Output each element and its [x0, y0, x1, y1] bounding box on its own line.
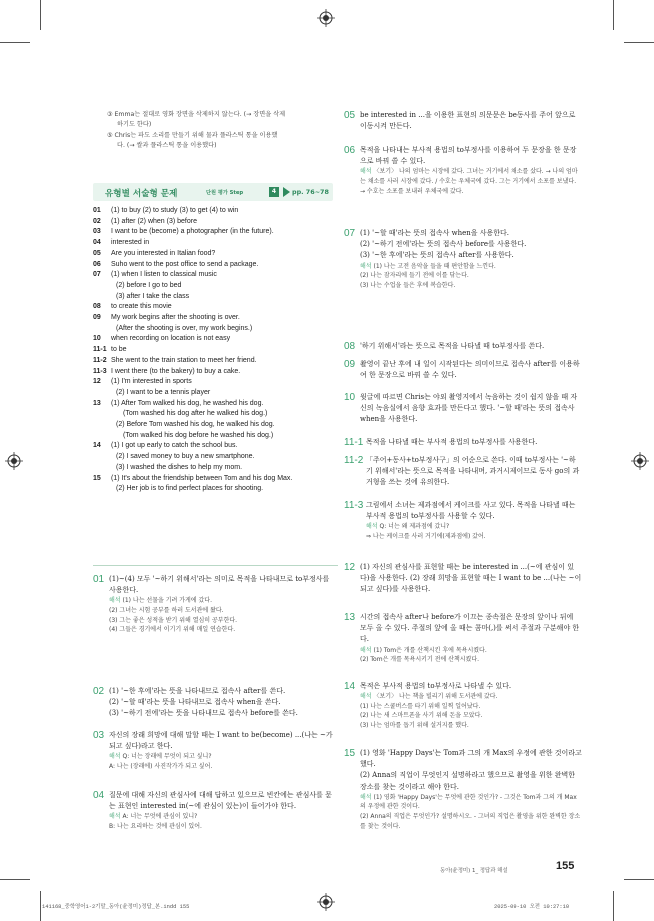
- play-arrow-icon: [283, 187, 290, 197]
- answer-row: [93, 227, 338, 238]
- intro-line: ⑤ Chris는 파도 소리를 만들기 위해 물과 플라스틱 통을 이용했: [107, 131, 278, 139]
- answer-row: [93, 206, 338, 217]
- explanation-07: [344, 228, 582, 290]
- answer-text: Are you interested in Italian food?: [111, 249, 216, 257]
- answer-row: (2) I want to be a tennis player: [116, 388, 211, 396]
- translation-line: (2) 그녀는 시험 공부를 하러 도서관에 왔다.: [109, 607, 224, 614]
- explanation-text: (1) 자신의 관심사를 표현할 때는 be interested in ...(~에 관심이 있다)을 사용한다. (2) 장래 희망을 표현할 때는 I want to be ...(나는 ~이 되고 싶다)를 사용한다.: [360, 563, 582, 594]
- answer-text: (1) after (2) when (3) before: [111, 217, 197, 225]
- step-badge: 4: [269, 187, 279, 197]
- answer-row: [93, 356, 338, 367]
- translation-line: (2) Anna의 직업은 무엇인가? 설명하시오. - 그녀의 직업은 촬영을 위한 완벽한 장소를 찾는 것이다.: [360, 813, 581, 830]
- registration-mark-top: [317, 9, 335, 27]
- translation-block: [109, 812, 338, 831]
- page-range: pp. 76~78: [292, 188, 329, 196]
- answer-row: [93, 345, 338, 356]
- translation-line: (1) 나는 선물을 기려 가게에 갔다.: [122, 597, 213, 605]
- translation-line: ⇒ 나는 케이크를 사러 거기에(제과점에) 갔어.: [366, 533, 486, 540]
- answer-text: to be: [111, 346, 127, 354]
- translation-block: [366, 522, 582, 541]
- explanation-text: (2) '~하기 전에'라는 뜻의 접속사 before를 사용한다.: [360, 240, 527, 249]
- intro-line: 하기도 한다): [117, 121, 152, 129]
- answer-row: [93, 441, 338, 452]
- explanation-03: [93, 730, 338, 772]
- explanation-10: [344, 392, 582, 426]
- answer-text: (1) It's about the friendship between Tom and his dog Max.: [111, 474, 293, 482]
- crop-mark: [624, 42, 654, 43]
- translation-block: [360, 262, 582, 291]
- answer-number: 02: [93, 217, 101, 225]
- explanation-01: [93, 574, 338, 635]
- translation-line: (2) Tom은 개를 목욕시키기 전에 산책시켰다.: [360, 656, 480, 664]
- explanation-text: (2) '~할 때'라는 뜻을 나타내므로 접속사 when을 쓴다.: [109, 698, 281, 707]
- answer-number: 05: [93, 249, 101, 257]
- explanation-text: 촬영이 끝난 후에 내 일이 시작된다는 의미이므로 접속사 after를 이용하여 한 문장으로 바꿔 쓸 수 있다.: [360, 360, 580, 380]
- translation-line: A: 나는 (장래에) 사진작가가 되고 싶어.: [109, 763, 213, 770]
- translation-tag: 해석: [109, 813, 121, 821]
- explanation-text: 시간의 접속사 after나 before가 이끄는 종속절은 문장의 앞이나 뒤에 모두 올 수 있다. 주절의 앞에 올 때는 콤마(,)를 써서 주절과 구분해야 한다.: [360, 613, 580, 644]
- answer-row: (2) Before Tom washed his dog, he walked his dog.: [116, 421, 275, 429]
- explanation-text: 목적은 부사적 용법의 to부정사로 나타낼 수 있다.: [360, 682, 512, 690]
- explanation-11-1: [344, 437, 582, 448]
- answer-row: (Tom walked his dog before he washed his dog.): [123, 431, 274, 439]
- explanation-number: 15: [344, 748, 356, 759]
- crop-mark: [624, 879, 654, 880]
- section-title: 유형별 서술형 문제: [105, 189, 178, 199]
- explanation-number: 11-1: [344, 437, 364, 448]
- translation-line: (1) 영화 'Happy Days'는 무엇에 관한 것인가? - 그것은 Tom과 그의 개 Max의 우정에 관한 것이다.: [360, 793, 577, 811]
- explanation-number: 08: [344, 341, 356, 352]
- explanation-text: 윗글에 따르면 Chris는 야외 촬영지에서 녹음하는 것이 쉽지 않을 때 자신의 녹음실에서 음향 효과를 만든다고 했다. '~할 때'라는 뜻의 접속사 when을 사용한다.: [360, 393, 578, 424]
- translation-block: [360, 646, 582, 665]
- divider: [93, 565, 338, 566]
- answer-row: [93, 249, 338, 260]
- answer-row: (After the shooting is over, my work begins.): [116, 324, 253, 332]
- answer-number: 11-1: [93, 346, 107, 354]
- explanation-text: (1) 영화 'Happy Days'는 Tom과 그의 개 Max의 우정에 관한 것이라고 했다.: [360, 749, 582, 769]
- explanation-number: 01: [93, 574, 105, 585]
- answer-row: [93, 399, 338, 410]
- answer-text: My work begins after the shooting is over.: [111, 314, 240, 322]
- explanation-number: 03: [93, 730, 105, 741]
- print-timestamp: 2025-09-10 오전 10:27:10: [494, 904, 570, 910]
- explanation-08: [344, 341, 582, 352]
- answer-list: [93, 206, 338, 495]
- explanation-11-3: [344, 500, 582, 542]
- answer-row: [93, 474, 338, 485]
- section-header: [93, 183, 333, 201]
- answer-row: [93, 377, 338, 388]
- explanation-text: (3) '~한 후에'라는 뜻의 접속사 after를 사용한다.: [360, 251, 514, 260]
- registration-mark-right: [631, 452, 649, 470]
- translation-line: Q: 너는 왜 제과점에 갔니?: [379, 523, 450, 531]
- explanation-text: (1) '~할 때'라는 뜻의 접속사 when을 사용한다.: [360, 229, 510, 237]
- translation-line: (1) Tom은 개를 산책시킨 후에 목욕시켰다.: [373, 646, 487, 654]
- answer-text: when recording on location is not easy: [111, 335, 231, 343]
- explanation-06: [344, 145, 582, 196]
- answer-text: interested in: [111, 239, 150, 247]
- crop-mark: [40, 0, 41, 30]
- explanation-number: 10: [344, 392, 356, 403]
- crop-mark: [0, 42, 30, 43]
- answer-row: [93, 367, 338, 378]
- translation-line: (3) 그는 좋은 성적을 받기 위해 열심히 공부한다.: [109, 616, 238, 624]
- explanation-number: 02: [93, 686, 105, 697]
- answer-row: (2) Her job is to find perfect places for shooting.: [116, 485, 264, 493]
- page-number: 155: [556, 860, 575, 872]
- answer-number: 11-3: [93, 367, 107, 375]
- translation-line: A: 너는 무엇에 관심이 있니?: [122, 813, 198, 821]
- explanation-02: [93, 686, 338, 720]
- explanation-text: (1) '~한 후에'라는 뜻을 나타내므로 접속사 after를 쓴다.: [109, 687, 286, 695]
- explanation-number: 06: [344, 145, 356, 156]
- answer-text: She went to the train station to meet her friend.: [111, 356, 257, 364]
- translation-block: [360, 793, 582, 831]
- answer-row: (Tom washed his dog after he walked his dog.): [123, 410, 268, 418]
- answer-number: 13: [93, 399, 101, 407]
- answer-number: 08: [93, 303, 101, 311]
- translation-tag: 해석: [360, 168, 372, 176]
- answer-number: 14: [93, 442, 101, 450]
- translation-block: [109, 596, 338, 634]
- translation-block: [360, 692, 582, 730]
- explanation-text: be interested in ...을 이용한 표현의 의문문은 be동사를 주어 앞으로 이동시켜 만든다.: [360, 111, 576, 131]
- explanation-number: 14: [344, 681, 356, 692]
- explanation-14: [344, 681, 582, 731]
- answer-row: (3) I washed the dishes to help my mom.: [116, 463, 243, 471]
- answer-number: 12: [93, 378, 101, 386]
- answer-number: 06: [93, 260, 101, 268]
- explanation-number: 11-2: [344, 455, 364, 466]
- explanation-09: [344, 359, 582, 381]
- answer-text: (1) I'm interested in sports: [111, 378, 192, 386]
- explanation-number: 11-3: [344, 500, 364, 511]
- answer-number: 04: [93, 239, 101, 247]
- explanation-text: 「주어+동사+to부정사구」의 어순으로 쓴다. 이때 to부정사는 '~하기 위해서'라는 뜻으로 목적을 나타내며, 과거시제이므로 동사 go의 과거형을 쓰는 것에 유의한다.: [366, 456, 580, 487]
- explanation-text: 그림에서 소녀는 제과점에서 케이크를 사고 있다. 목적을 나타낼 때는 부사적 용법의 to부정사를 사용할 수 있다.: [366, 501, 576, 521]
- answer-text: (1) when I listen to classical music: [111, 271, 217, 279]
- footer-text: 동아(윤정미) 1_ 정답과 해설: [440, 868, 508, 874]
- translation-tag: 해석: [360, 262, 372, 270]
- translation-line: (4) 그들은 경기에서 이기기 위해 매일 연습한다.: [109, 626, 236, 634]
- explanation-text: (3) '~하기 전에'라는 뜻을 나타내므로 접속사 before를 쓴다.: [109, 709, 298, 718]
- answer-row: [93, 302, 338, 313]
- answer-row: [93, 313, 338, 324]
- explanation-12: [344, 562, 582, 596]
- translation-line: Q: 너는 장래에 무엇이 되고 싶니?: [122, 753, 212, 761]
- intro-line: ③ Emma는 절대로 영화 장면을 삭제하지 않는다. (→ 장면을 삭제: [107, 111, 286, 118]
- translation-line: (2) 나는 잠자리에 들기 전에 이를 닦는다.: [360, 272, 469, 280]
- intro-line: 다. (→ 쌀과 플라스틱 통을 이용했다): [117, 142, 217, 150]
- explanation-04: [93, 790, 338, 832]
- explanation-text: (2) Anna의 직업이 무엇인지 설명하라고 했으므로 촬영을 위한 완벽한 장소를 찾는 것이라고 해야 한다.: [360, 771, 576, 791]
- explanation-text: 질문에 대해 자신의 관심사에 대해 답하고 있으므로 빈칸에는 관심사를 묻는 표현인 interested in(~에 관심이 있는)이 들어가야 한다.: [109, 791, 332, 811]
- explanation-number: 04: [93, 790, 105, 801]
- translation-block: [360, 167, 582, 196]
- translation-tag: 해석: [109, 753, 121, 761]
- translation-line: (2) 나는 새 스마트폰을 사기 위해 돈을 모았다.: [360, 712, 483, 720]
- registration-mark-bottom: [317, 893, 335, 911]
- answer-row: (3) after I take the class: [116, 292, 190, 300]
- translation-block: [109, 752, 338, 771]
- answer-row: [93, 270, 338, 281]
- answer-text: (1) After Tom walked his dog, he washed his dog.: [111, 399, 264, 407]
- explanation-number: 05: [344, 110, 356, 121]
- crop-mark: [613, 0, 614, 30]
- answer-row: [93, 238, 338, 249]
- translation-tag: 해석: [360, 693, 372, 701]
- translation-tag: 해석: [366, 523, 378, 531]
- explanation-number: 13: [344, 612, 356, 623]
- explanation-13: [344, 612, 582, 665]
- answer-row: [93, 334, 338, 345]
- translation-line: B: 나는 요리하는 것에 관심이 있어.: [109, 823, 202, 830]
- explanation-text: '하기 위해서'라는 뜻으로 목적을 나타낼 때 to부정사를 쓴다.: [360, 342, 545, 350]
- answer-text: (1) to buy (2) to study (3) to get (4) to win: [111, 207, 239, 214]
- registration-mark-left: [5, 452, 23, 470]
- translation-line: 〈보기〉 나는 책을 빌리기 위해 도서관에 갔다.: [373, 693, 498, 701]
- crop-mark: [40, 891, 41, 921]
- translation-tag: 해석: [109, 597, 121, 605]
- crop-mark: [0, 879, 30, 880]
- answer-number: 03: [93, 228, 101, 236]
- section-subtitle: 단원 평가 Step: [206, 190, 244, 196]
- answer-text: Suho went to the post office to send a package.: [111, 260, 259, 268]
- translation-line: (3) 나는 수업을 들은 후에 복습한다.: [360, 281, 456, 289]
- translation-line: (3) 나는 엄마를 돕기 위해 설거지를 했다.: [360, 721, 469, 729]
- answer-row: [93, 217, 338, 228]
- answer-text: I want to be (become) a photographer (in the future).: [111, 228, 274, 236]
- explanation-text: 자신의 장래 희망에 대해 말할 때는 I want to be(become) ...(나는 ~가 되고 싶다)라고 한다.: [109, 731, 333, 751]
- translation-line: (1) 나는 고전 음악을 들을 때 편안함을 느낀다.: [373, 262, 496, 270]
- intro-block: [107, 110, 339, 152]
- translation-tag: 해석: [360, 646, 372, 654]
- explanation-text: 목적을 나타내는 부사적 용법의 to부정사를 이용하여 두 문장을 한 문장으로 바꿔 쓸 수 있다.: [360, 146, 577, 166]
- answer-number: 10: [93, 335, 101, 343]
- explanation-05: [344, 110, 582, 132]
- translation-line: (1) 나는 스쿨버스를 타기 위해 일찍 일어났다.: [360, 702, 481, 710]
- explanation-text: (1)~(4) 모두 '~하기 위해서'라는 의미로 목적을 나타내므로 to부정사를 사용한다.: [109, 575, 330, 595]
- explanation-number: 12: [344, 562, 356, 573]
- translation-tag: 해석: [360, 793, 372, 801]
- answer-number: 07: [93, 271, 101, 279]
- explanation-number: 09: [344, 359, 356, 370]
- explanation-text: 목적을 나타낼 때는 부사적 용법의 to부정사를 사용한다.: [366, 438, 538, 446]
- explanation-number: 07: [344, 228, 356, 239]
- answer-row: (2) before I go to bed: [116, 281, 182, 289]
- answer-number: 15: [93, 474, 101, 482]
- answer-text: I went there (to the bakery) to buy a cake.: [111, 367, 241, 375]
- crop-mark: [613, 891, 614, 921]
- answer-number: 01: [93, 207, 101, 214]
- explanation-15: [344, 748, 582, 831]
- translation-line: 〈보기〉 나의 엄마는 시장에 갔다. 그녀는 거기에서 채소를 샀다. → 나의 엄마는 채소를 사러 시장에 갔다. / 수호는 우체국에 갔다. 그는 거기에서 소포를 보냈다. → 수호는 소포를 보내러 우체국에 갔다.: [360, 168, 578, 195]
- answer-text: to create this movie: [111, 303, 172, 311]
- answer-number: 09: [93, 314, 101, 322]
- answer-text: (1) I got up early to catch the school bus.: [111, 442, 238, 450]
- explanation-11-2: [344, 455, 582, 489]
- print-slug: 141168_중학영어1-2기말_동아(윤정미)정답_본.indd 155: [42, 904, 190, 910]
- answer-row: (2) I saved money to buy a new smartphone.: [116, 453, 255, 461]
- answer-number: 11-2: [93, 356, 107, 364]
- answer-row: [93, 260, 338, 271]
